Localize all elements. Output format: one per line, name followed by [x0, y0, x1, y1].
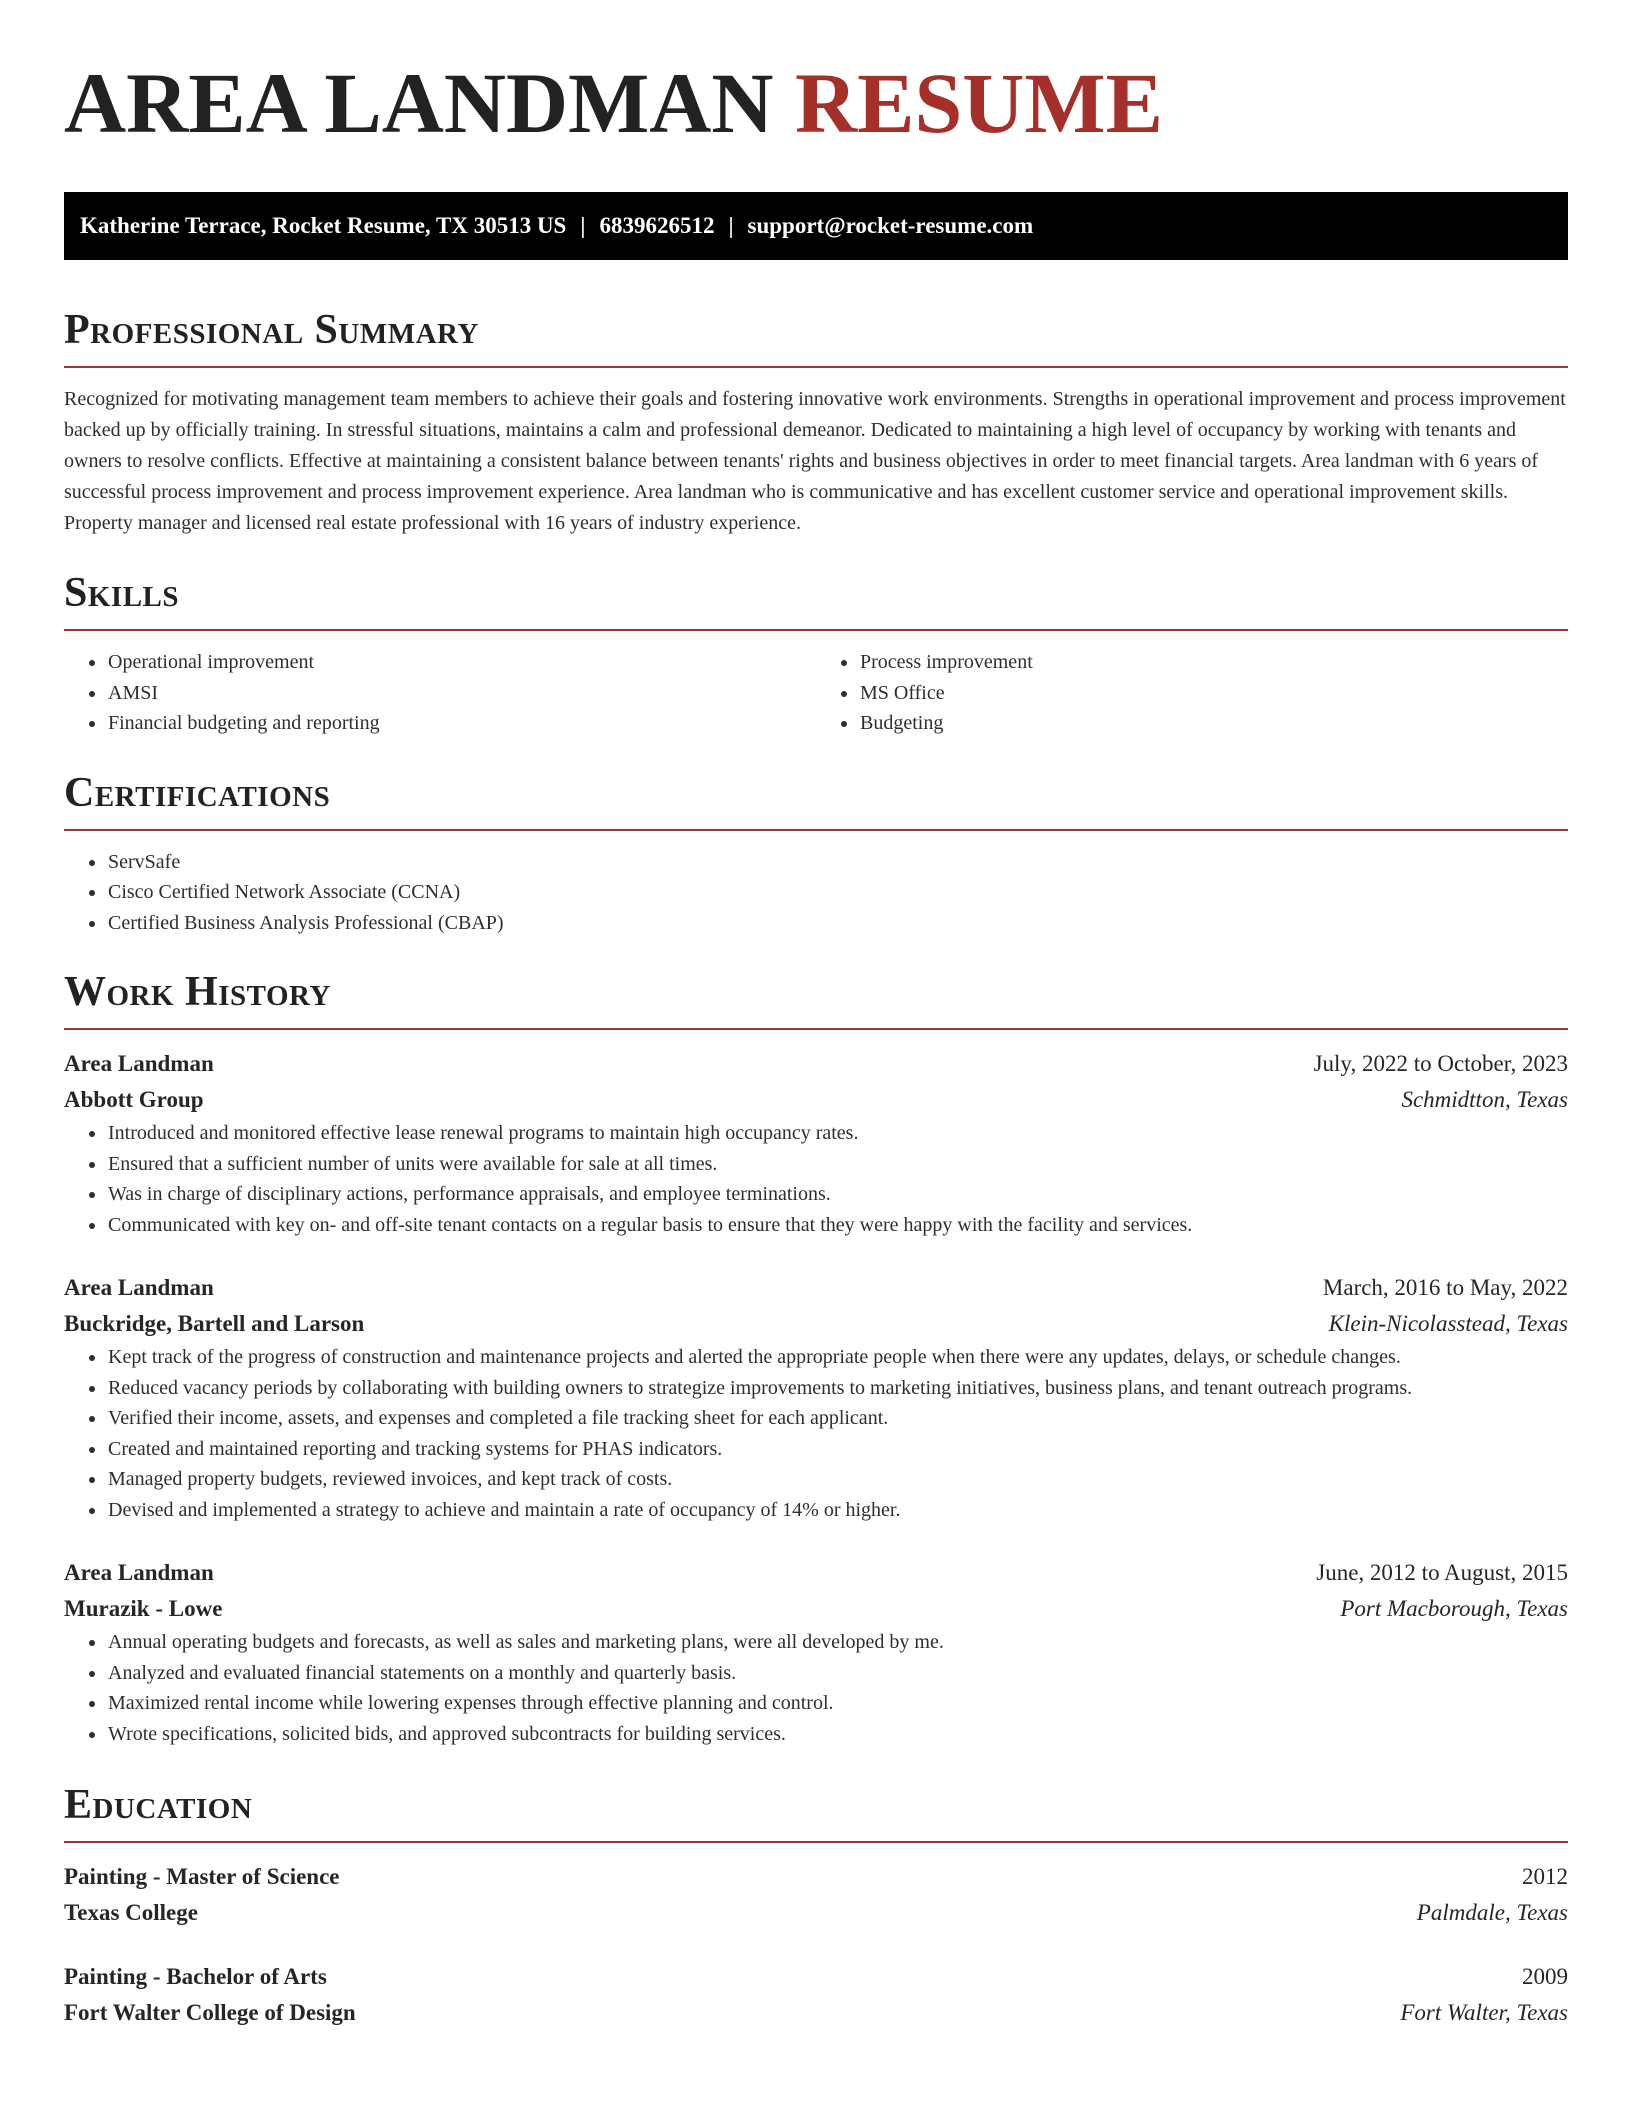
job-bullets: [64, 1342, 1568, 1525]
education-school: Texas College: [64, 1900, 198, 1925]
list-item: • Communicated with key on- and off-site tenant contacts on a regular basis to ensure that they were happy with the facility and services.: [107, 1210, 1568, 1241]
list-item: • Devised and implemented a strategy to achieve and maintain a rate of occupancy of 14% or higher.: [107, 1495, 1568, 1526]
contact-phone[interactable]: 6839626512: [599, 213, 715, 238]
list-item: • Introduced and monitored effective lease renewal programs to maintain high occupancy rates.: [107, 1118, 1568, 1149]
job-dates: July, 2022 to October, 2023: [1313, 1051, 1568, 1076]
section-divider: [64, 1841, 1568, 1843]
job-entry: [64, 1270, 1568, 1525]
education-location: Palmdale, Texas: [1416, 1900, 1568, 1925]
resume-title: [64, 48, 1568, 158]
education-degree: Painting - Master of Science: [64, 1864, 340, 1889]
education-year: 2009: [1522, 1964, 1568, 1989]
education-location: Fort Walter, Texas: [1400, 2000, 1568, 2025]
job-dates: June, 2012 to August, 2015: [1316, 1560, 1568, 1585]
job-dates: March, 2016 to May, 2022: [1322, 1275, 1568, 1300]
contact-bar: [64, 192, 1568, 260]
list-item: • AMSI: [107, 678, 816, 709]
section-divider: [64, 1028, 1568, 1030]
contact-separator: |: [728, 213, 734, 238]
list-item: • Wrote specifications, solicited bids, and approved subcontracts for building services.: [107, 1719, 1568, 1750]
job-entry: [64, 1555, 1568, 1749]
education-year: 2012: [1522, 1864, 1568, 1889]
job-title: Area Landman: [64, 1051, 214, 1076]
list-item: • ServSafe: [107, 847, 1568, 878]
work-history-section: [64, 966, 1568, 1749]
education-school: Fort Walter College of Design: [64, 2000, 356, 2025]
job-location: Klein-Nicolasstead, Texas: [1328, 1311, 1568, 1336]
title-accent: RESUME: [795, 55, 1163, 151]
work-history-heading: Work History: [64, 969, 331, 1015]
job-entry: [64, 1046, 1568, 1240]
education-heading: Education: [64, 1782, 253, 1828]
skills-section: [64, 567, 1568, 739]
certifications-section: [64, 767, 1568, 939]
skills-list-left: [64, 647, 816, 739]
list-item: • Analyzed and evaluated financial statements on a monthly and quarterly basis.: [107, 1658, 1568, 1689]
job-bullets: [64, 1627, 1568, 1749]
list-item: • Maximized rental income while lowering expenses through effective planning and control.: [107, 1688, 1568, 1719]
list-item: • Certified Business Analysis Professional (CBAP): [107, 908, 1568, 939]
list-item: • Created and maintained reporting and tracking systems for PHAS indicators.: [107, 1434, 1568, 1465]
job-location: Port Macborough, Texas: [1340, 1596, 1568, 1621]
list-item: • Verified their income, assets, and expenses and completed a file tracking sheet for each applicant.: [107, 1403, 1568, 1434]
list-item: • Operational improvement: [107, 647, 816, 678]
summary-section: [64, 304, 1568, 539]
certifications-heading: Certifications: [64, 769, 331, 816]
job-company: Buckridge, Bartell and Larson: [64, 1311, 365, 1336]
contact-email[interactable]: support@rocket-resume.com: [747, 213, 1034, 238]
job-company: Murazik - Lowe: [64, 1596, 223, 1621]
title-main: AREA LANDMAN: [64, 55, 774, 151]
certifications-list: [64, 847, 1568, 939]
section-divider: [64, 829, 1568, 831]
summary-text: Recognized for motivating management team members to achieve their goals and fostering innovative work environments. Strengths in operational improvement and process improvement backed up by officially training. In stressful situations, maintains a calm and professional demeanor. Dedicated to maintaining a high level of occupancy by working with tenants and owners to resolve conflicts. Effective at maintaining a consistent balance between tenants' rights and business objectives in order to meet financial targets. Area landman with 6 years of successful process improvement and process improvement experience. Area landman who is communicative and has excellent customer service and operational improvement skills. Property manager and licensed real estate professional with 16 years of industry experience.: [64, 388, 1566, 534]
list-item: • Budgeting: [859, 708, 1568, 739]
education-degree: Painting - Bachelor of Arts: [64, 1964, 327, 1989]
education-section: [64, 1779, 1568, 2031]
list-item: • Kept track of the progress of construction and maintenance projects and alerted the appropriate people when there were any updates, delays, or schedule changes.: [107, 1342, 1568, 1373]
skills-heading: Skills: [64, 570, 180, 616]
section-divider: [64, 629, 1568, 631]
list-item: • Managed property budgets, reviewed invoices, and kept track of costs.: [107, 1464, 1568, 1495]
list-item: • Was in charge of disciplinary actions, performance appraisals, and employee terminations.: [107, 1179, 1568, 1210]
education-entry: [64, 1959, 1568, 2031]
job-location: Schmidtton, Texas: [1401, 1087, 1568, 1112]
list-item: • Ensured that a sufficient number of units were available for sale at all times.: [107, 1149, 1568, 1180]
list-item: • Cisco Certified Network Associate (CCNA): [107, 877, 1568, 908]
summary-heading: Professional Summary: [64, 307, 479, 353]
skills-grid: [64, 647, 1568, 739]
list-item: • Annual operating budgets and forecasts, as well as sales and marketing plans, were all developed by me.: [107, 1627, 1568, 1658]
job-company: Abbott Group: [64, 1087, 204, 1112]
list-item: • Financial budgeting and reporting: [107, 708, 816, 739]
job-title: Area Landman: [64, 1560, 214, 1585]
job-bullets: [64, 1118, 1568, 1240]
skills-list-right: [816, 647, 1568, 739]
education-entry: [64, 1859, 1568, 1931]
contact-address: Katherine Terrace, Rocket Resume, TX 30513 US: [80, 213, 567, 238]
list-item: • Process improvement: [859, 647, 1568, 678]
contact-separator: |: [580, 213, 586, 238]
list-item: • Reduced vacancy periods by collaborating with building owners to strategize improvements to marketing initiatives, business plans, and tenant outreach programs.: [107, 1373, 1568, 1404]
section-divider: [64, 366, 1568, 368]
job-title: Area Landman: [64, 1275, 214, 1300]
list-item: • MS Office: [859, 678, 1568, 709]
